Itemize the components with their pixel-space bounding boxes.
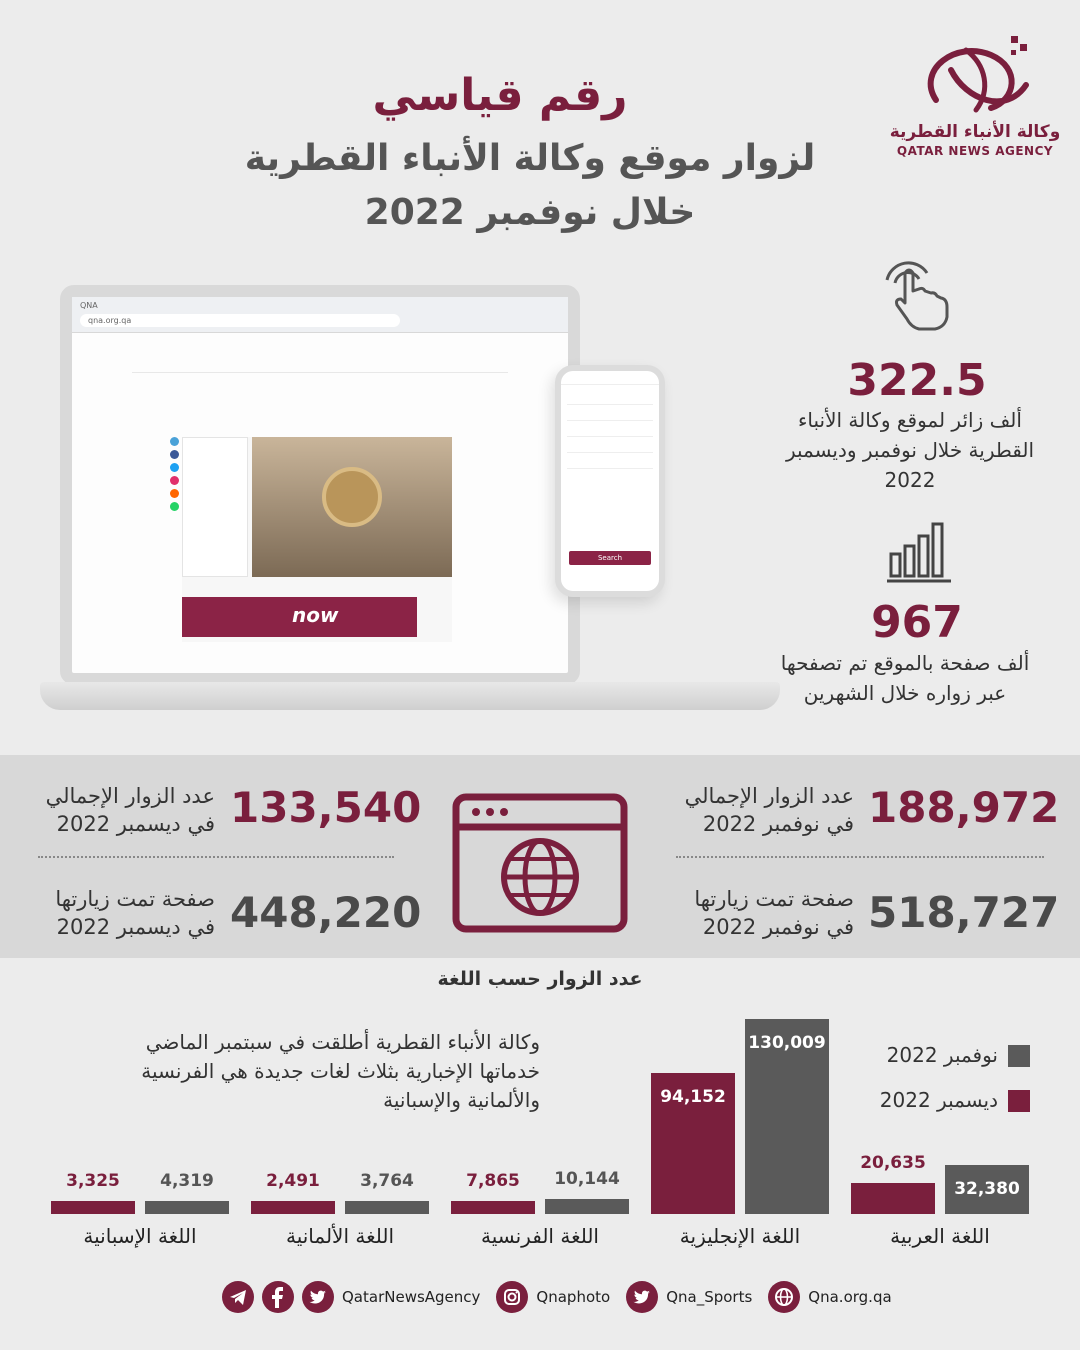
nov-pages-value: 518,727 [868,888,1060,937]
phone-search-button [569,551,651,565]
hand-pointer-icon [875,255,960,335]
browser-address-bar [80,314,400,327]
category-label-2: اللغة الفرنسية [481,1224,599,1248]
dec-pages-label-1: صفحة تمت زيارتها [55,887,215,911]
divider-left [38,856,394,858]
total-pages-desc: ألف صفحة بالموقع تم تصفحها عبر زواره خلال الشهرين [780,651,1030,705]
browser-tab: QNA [80,301,98,310]
footer-website[interactable]: Qna.org.qa [808,1288,892,1306]
web-globe-icon [452,793,628,933]
telegram-icon[interactable] [222,1281,254,1313]
bar-dec-3 [251,1201,335,1214]
bar-dec-4 [51,1201,135,1214]
footer-main-handle[interactable]: QatarNewsAgency [342,1288,481,1306]
share-icons-column [170,437,180,557]
legend-nov-label: نوفمبر 2022 [886,1043,998,1067]
laptop-mockup [60,285,580,685]
page-subtitle-line1: لزوار موقع وكالة الأنباء القطرية [244,138,816,179]
chart-category-labels [40,1224,1040,1254]
dec-visitors-label-1: عدد الزوار الإجمالي [45,784,215,808]
globe-web-icon[interactable] [768,1281,800,1313]
phone-search-button-label: Search [597,554,623,562]
laptop-base [40,682,780,710]
phone-mockup [555,365,665,597]
logo-arabic-name: وكالة الأنباء القطرية [889,122,1061,142]
bar-value-dec-4: 3,325 [66,1171,120,1191]
bar-value-nov-2: 10,144 [554,1168,620,1189]
footer-photo-handle[interactable]: Qnaphoto [536,1288,611,1306]
bar-value-dec-0: 20,635 [860,1153,926,1174]
bar-value-dec-1: 94,152 [660,1086,726,1107]
language-section-title: عدد الزوار حسب اللغة [437,968,643,990]
category-label-4: اللغة الإسبانية [83,1224,197,1248]
total-visitors-value: 322.5 [847,355,987,406]
dec-pages-label-2: في ديسمبر 2022 [56,915,215,939]
bar-value-nov-3: 3,764 [360,1171,414,1191]
bar-nov-3 [345,1201,429,1214]
footer-sports-handle[interactable]: Qna_Sports [666,1288,753,1306]
facebook-icon[interactable] [262,1281,294,1313]
dec-pages-value: 448,220 [230,888,422,937]
bar-value-nov-4: 4,319 [160,1171,214,1191]
dec-visitors-value: 133,540 [230,783,422,832]
nov-visitors-label-2: في نوفمبر 2022 [702,812,854,836]
category-label-3: اللغة الألمانية [285,1224,395,1248]
total-visitors-desc: ألف زائر لموقع وكالة الأنباء القطرية خلال نوفمبر وديسمبر 2022 [785,408,1035,492]
language-bar-chart [40,1000,1040,1214]
divider-right [676,856,1044,858]
bar-value-nov-0: 32,380 [954,1179,1020,1200]
twitter-icon[interactable] [302,1281,334,1313]
browser-toolbar [72,297,568,333]
bar-value-dec-2: 7,865 [466,1171,520,1191]
nov-visitors-value: 188,972 [868,783,1060,832]
bar-nov-4 [145,1201,229,1214]
bar-value-dec-3: 2,491 [266,1171,320,1191]
footer-social-row [222,1280,892,1314]
promo-banner [182,597,417,637]
total-pages-value: 967 [871,597,963,648]
bar-dec-2 [451,1201,535,1214]
category-label-1: اللغة الإنجليزية [679,1224,801,1248]
instagram-icon[interactable] [496,1281,528,1313]
logo-english-name: QATAR NEWS AGENCY [896,144,1054,158]
legend-dec-label: ديسمبر 2022 [879,1088,998,1112]
browser-url: qna.org.qa [88,316,132,325]
page-subtitle-line2: خلال نوفمبر 2022 [364,192,696,233]
bar-value-nov-1: 130,009 [748,1033,826,1053]
page-title: رقم قياسي [372,70,628,121]
nov-pages-label-2: في نوفمبر 2022 [702,915,854,939]
language-launch-paragraph: وكالة الأنباء القطرية أطلقت في سبتمبر الماضي خدماتها الإخبارية بثلاث لغات جديدة هي الفرنسية والألمانية والإسبانية [141,1030,540,1112]
nov-visitors-label-1: عدد الزوار الإجمالي [684,784,854,808]
promo-banner-text: now [292,603,339,627]
site-main [182,437,452,642]
news-photo [252,437,452,577]
bar-nov-2 [545,1199,629,1214]
nov-pages-label-1: صفحة تمت زيارتها [694,887,854,911]
bar-chart-icon [885,520,955,585]
twitter-sports-icon[interactable] [626,1281,658,1313]
news-sidebar [182,437,248,577]
bar-dec-0 [851,1183,935,1214]
site-nav [132,347,508,373]
dec-visitors-label-2: في ديسمبر 2022 [56,812,215,836]
category-label-0: اللغة العربية [890,1224,990,1248]
